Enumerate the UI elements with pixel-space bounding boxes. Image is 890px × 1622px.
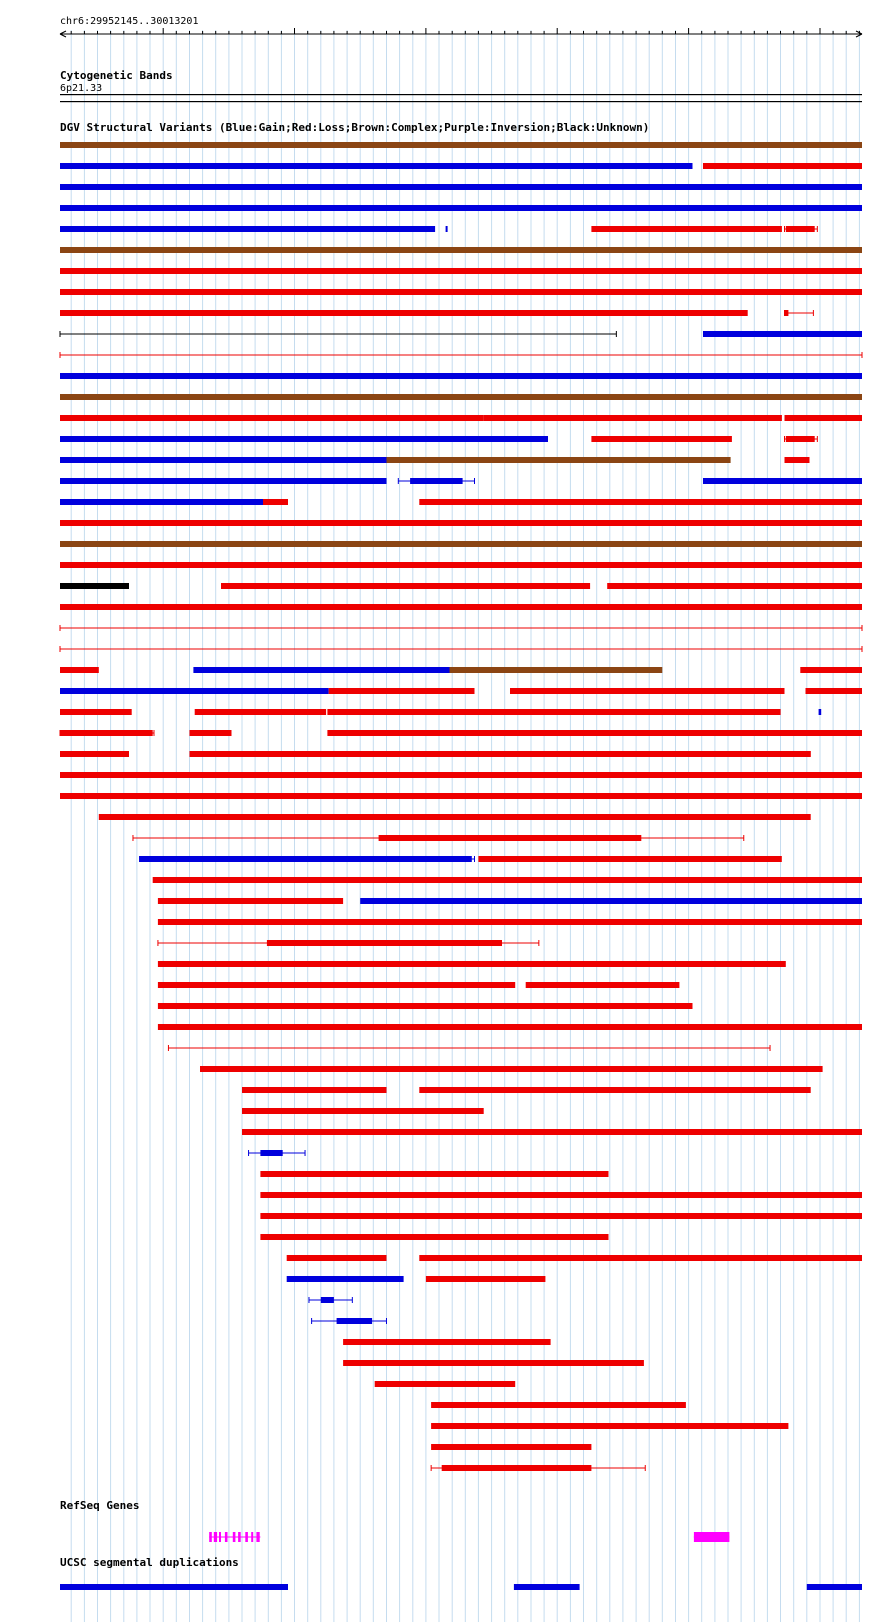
sv-feature[interactable] xyxy=(60,604,862,610)
sv-feature[interactable] xyxy=(158,940,539,946)
sv-feature[interactable] xyxy=(343,1360,644,1366)
sv-feature[interactable] xyxy=(60,793,862,799)
sv-feature[interactable] xyxy=(431,1402,686,1408)
sv-feature[interactable] xyxy=(242,1108,484,1114)
sv-bar xyxy=(419,1087,810,1093)
sv-bar xyxy=(60,793,862,799)
sv-feature[interactable] xyxy=(591,226,782,232)
cytoband-divider xyxy=(60,101,862,102)
sv-feature[interactable] xyxy=(784,310,813,316)
sv-bar xyxy=(327,730,862,736)
sv-bar xyxy=(158,982,515,988)
sv-feature[interactable] xyxy=(60,331,616,337)
cytoband-track-title: Cytogenetic Bands xyxy=(60,69,173,82)
sv-bar xyxy=(60,772,862,778)
sv-bar xyxy=(375,1381,516,1387)
sv-feature[interactable] xyxy=(60,226,435,232)
sv-feature[interactable] xyxy=(287,1276,404,1282)
sv-feature[interactable] xyxy=(60,247,862,253)
sv-feature[interactable] xyxy=(60,730,154,736)
sv-bar xyxy=(60,142,862,148)
sv-feature[interactable] xyxy=(60,352,862,358)
sv-feature[interactable] xyxy=(703,478,862,484)
sv-feature[interactable] xyxy=(60,310,748,316)
cytoband-label: 6p21.33 xyxy=(60,83,103,94)
sv-bar xyxy=(786,226,815,232)
sv-bar xyxy=(60,520,862,526)
sv-feature[interactable] xyxy=(60,268,862,274)
sv-bar xyxy=(60,373,862,379)
refseq-track-title: RefSeq Genes xyxy=(60,1499,140,1512)
sv-feature[interactable] xyxy=(806,688,863,694)
sv-feature[interactable] xyxy=(60,289,862,295)
gene-exon xyxy=(256,1532,259,1542)
refseq-gene[interactable] xyxy=(694,1532,730,1542)
gene-exon xyxy=(238,1532,241,1542)
sv-bar xyxy=(158,1003,693,1009)
sv-feature[interactable] xyxy=(60,541,862,547)
sv-bar xyxy=(287,1255,387,1261)
sv-bar xyxy=(379,835,642,841)
sv-feature[interactable] xyxy=(60,163,693,169)
segdup-bar xyxy=(60,1584,288,1590)
sv-bar xyxy=(193,667,449,673)
sv-feature[interactable] xyxy=(60,709,132,715)
sv-bar xyxy=(478,856,781,862)
sv-bar xyxy=(158,961,786,967)
sv-feature[interactable] xyxy=(158,1024,862,1030)
sv-feature[interactable] xyxy=(158,919,862,925)
sv-bar xyxy=(153,877,862,883)
sv-bar xyxy=(786,436,815,442)
sv-feature[interactable] xyxy=(484,415,782,421)
cytoband-bar[interactable] xyxy=(60,94,862,95)
sv-bar xyxy=(242,1108,484,1114)
sv-feature[interactable] xyxy=(60,373,862,379)
sv-bar xyxy=(60,478,387,484)
sv-feature[interactable] xyxy=(168,1045,770,1051)
sv-feature[interactable] xyxy=(309,1297,352,1303)
gene-exon xyxy=(251,1532,253,1542)
sv-bar xyxy=(60,436,548,442)
sv-feature[interactable] xyxy=(343,1339,550,1345)
sv-feature[interactable] xyxy=(60,394,862,400)
sv-feature[interactable] xyxy=(221,583,590,589)
sv-bar xyxy=(591,226,782,232)
sv-feature[interactable] xyxy=(419,1087,810,1093)
sv-bar xyxy=(800,667,862,673)
sv-feature[interactable] xyxy=(60,520,862,526)
sv-feature[interactable] xyxy=(510,688,785,694)
segdup-bar xyxy=(807,1584,862,1590)
sv-feature[interactable] xyxy=(327,709,780,715)
sv-feature[interactable] xyxy=(60,415,484,421)
sv-bar xyxy=(819,709,822,715)
sv-feature[interactable] xyxy=(287,1255,387,1261)
sv-bar xyxy=(442,1465,592,1471)
sv-bar xyxy=(60,457,387,463)
sv-bar xyxy=(419,1255,862,1261)
sv-bar xyxy=(60,751,129,757)
sv-feature[interactable] xyxy=(242,1129,862,1135)
segdup-feature[interactable] xyxy=(514,1584,580,1590)
sv-bar xyxy=(419,499,862,505)
sv-feature[interactable] xyxy=(785,457,810,463)
sv-bar xyxy=(387,457,731,463)
sv-bar xyxy=(60,604,862,610)
sv-bar xyxy=(526,982,680,988)
dgv-track xyxy=(60,142,862,1471)
sv-bar xyxy=(343,1339,550,1345)
sv-feature[interactable] xyxy=(591,436,732,442)
sv-feature[interactable] xyxy=(153,877,862,883)
sv-bar xyxy=(60,394,862,400)
sv-bar xyxy=(60,415,484,421)
sv-bar xyxy=(60,163,693,169)
sv-feature[interactable] xyxy=(60,499,263,505)
sv-feature[interactable] xyxy=(158,961,786,967)
refseq-gene[interactable] xyxy=(209,1532,260,1542)
sv-bar xyxy=(260,1234,608,1240)
sv-feature[interactable] xyxy=(526,982,680,988)
sv-bar xyxy=(806,688,863,694)
gene-exon xyxy=(245,1532,248,1542)
sv-feature[interactable] xyxy=(478,856,781,862)
sv-feature[interactable] xyxy=(242,1087,387,1093)
sv-feature[interactable] xyxy=(387,457,731,463)
sv-bar xyxy=(591,436,732,442)
sv-bar xyxy=(321,1297,334,1303)
sv-feature[interactable] xyxy=(785,415,863,421)
sv-bar xyxy=(607,583,862,589)
sv-feature[interactable] xyxy=(60,583,129,589)
sv-bar xyxy=(60,205,862,211)
sv-feature[interactable] xyxy=(375,1381,516,1387)
sv-bar xyxy=(260,1171,608,1177)
sv-bar xyxy=(190,730,232,736)
sv-feature[interactable] xyxy=(419,499,862,505)
sv-feature[interactable] xyxy=(60,772,862,778)
sv-feature[interactable] xyxy=(133,835,744,841)
sv-feature[interactable] xyxy=(703,163,862,169)
gene-exon xyxy=(233,1532,236,1542)
sv-feature[interactable] xyxy=(60,625,862,631)
sv-feature[interactable] xyxy=(260,1213,862,1219)
sv-bar xyxy=(260,1150,282,1156)
sv-bar xyxy=(60,730,153,736)
sv-bar xyxy=(60,247,862,253)
segdup-bar xyxy=(514,1584,580,1590)
sv-bar xyxy=(431,1402,686,1408)
sv-bar xyxy=(60,310,748,316)
sv-bar xyxy=(242,1087,387,1093)
refseq-track xyxy=(209,1532,729,1542)
sv-feature[interactable] xyxy=(800,667,862,673)
sv-feature[interactable] xyxy=(60,478,387,484)
sv-feature[interactable] xyxy=(60,436,548,442)
sv-bar xyxy=(327,709,780,715)
sv-bar xyxy=(60,709,132,715)
sv-bar xyxy=(785,415,863,421)
sv-bar xyxy=(446,226,448,232)
sv-bar xyxy=(263,499,288,505)
sv-bar xyxy=(785,457,810,463)
sv-feature[interactable] xyxy=(158,898,343,904)
dgv-track-title: DGV Structural Variants (Blue:Gain;Red:Loss;Brown:Complex;Purple:Inversion;Black:Unknown) xyxy=(60,121,650,134)
sv-bar xyxy=(60,226,435,232)
sv-feature[interactable] xyxy=(327,730,862,736)
sv-feature[interactable] xyxy=(431,1423,788,1429)
sv-feature[interactable] xyxy=(329,688,475,694)
sv-bar xyxy=(60,268,862,274)
sv-bar xyxy=(158,898,343,904)
sv-feature[interactable] xyxy=(99,814,811,820)
sv-bar xyxy=(431,1444,591,1450)
sv-feature[interactable] xyxy=(607,583,862,589)
segdup-track xyxy=(60,1584,862,1590)
sv-feature[interactable] xyxy=(360,898,862,904)
sv-bar xyxy=(60,688,329,694)
sv-feature[interactable] xyxy=(60,457,387,463)
sv-feature[interactable] xyxy=(426,1276,546,1282)
segdup-feature[interactable] xyxy=(60,1584,288,1590)
sv-feature[interactable] xyxy=(140,856,475,862)
sv-feature[interactable] xyxy=(450,667,663,673)
sv-bar xyxy=(99,814,811,820)
sv-feature[interactable] xyxy=(446,226,448,232)
sv-feature[interactable] xyxy=(819,709,822,715)
gene-exon xyxy=(694,1532,730,1542)
sv-feature[interactable] xyxy=(260,1234,608,1240)
sv-bar xyxy=(703,478,862,484)
sv-bar xyxy=(60,667,99,673)
sv-feature[interactable] xyxy=(190,751,811,757)
sv-feature[interactable] xyxy=(263,499,288,505)
sv-feature[interactable] xyxy=(784,226,817,232)
sv-bar xyxy=(450,667,663,673)
sv-bar xyxy=(267,940,502,946)
sv-bar xyxy=(510,688,785,694)
coordinate-ruler[interactable] xyxy=(60,28,862,37)
sv-feature[interactable] xyxy=(190,730,232,736)
sv-bar xyxy=(221,583,590,589)
sv-bar xyxy=(785,310,789,316)
sv-feature[interactable] xyxy=(195,709,326,715)
sv-bar xyxy=(426,1276,546,1282)
sv-feature[interactable] xyxy=(158,982,515,988)
sv-bar xyxy=(60,289,862,295)
sv-feature[interactable] xyxy=(60,562,862,568)
gene-exon xyxy=(219,1532,221,1542)
sv-bar xyxy=(60,541,862,547)
gene-exon xyxy=(209,1532,212,1542)
sv-bar xyxy=(200,1066,823,1072)
segdup-track-title: UCSC segmental duplications xyxy=(60,1556,239,1569)
sv-bar xyxy=(329,688,475,694)
sv-feature[interactable] xyxy=(60,688,329,694)
sv-feature[interactable] xyxy=(703,331,862,337)
sv-bar xyxy=(60,583,129,589)
sv-feature[interactable] xyxy=(60,646,862,652)
sv-feature[interactable] xyxy=(249,1150,305,1156)
sv-feature[interactable] xyxy=(784,436,817,442)
sv-bar xyxy=(343,1360,644,1366)
gene-exon xyxy=(225,1532,228,1542)
sv-bar xyxy=(60,499,263,505)
sv-bar xyxy=(360,898,862,904)
sv-bar xyxy=(431,1423,788,1429)
sv-feature[interactable] xyxy=(260,1192,862,1198)
sv-feature[interactable] xyxy=(193,667,449,673)
sv-bar xyxy=(60,562,862,568)
sv-feature[interactable] xyxy=(419,1255,862,1261)
sv-feature[interactable] xyxy=(60,205,862,211)
sv-feature[interactable] xyxy=(398,478,474,484)
sv-bar xyxy=(410,478,463,484)
sv-bar xyxy=(60,184,862,190)
sv-bar xyxy=(484,415,782,421)
sv-bar xyxy=(260,1192,862,1198)
sv-feature[interactable] xyxy=(158,1003,693,1009)
sv-feature[interactable] xyxy=(200,1066,823,1072)
sv-feature[interactable] xyxy=(312,1318,387,1324)
locus-label: chr6:29952145..30013201 xyxy=(60,16,199,27)
sv-bar xyxy=(703,163,862,169)
sv-feature[interactable] xyxy=(60,667,99,673)
sv-bar xyxy=(287,1276,404,1282)
sv-feature[interactable] xyxy=(60,751,129,757)
sv-bar xyxy=(703,331,862,337)
sv-bar xyxy=(140,856,472,862)
sv-feature[interactable] xyxy=(431,1465,645,1471)
sv-feature[interactable] xyxy=(60,142,862,148)
sv-bar xyxy=(242,1129,862,1135)
sv-feature[interactable] xyxy=(431,1444,591,1450)
segdup-feature[interactable] xyxy=(807,1584,862,1590)
gene-exon xyxy=(214,1532,217,1542)
sv-bar xyxy=(190,751,811,757)
sv-bar xyxy=(158,1024,862,1030)
sv-bar xyxy=(158,919,862,925)
sv-bar xyxy=(195,709,326,715)
sv-feature[interactable] xyxy=(60,184,862,190)
sv-bar xyxy=(337,1318,373,1324)
sv-bar xyxy=(260,1213,862,1219)
sv-feature[interactable] xyxy=(260,1171,608,1177)
